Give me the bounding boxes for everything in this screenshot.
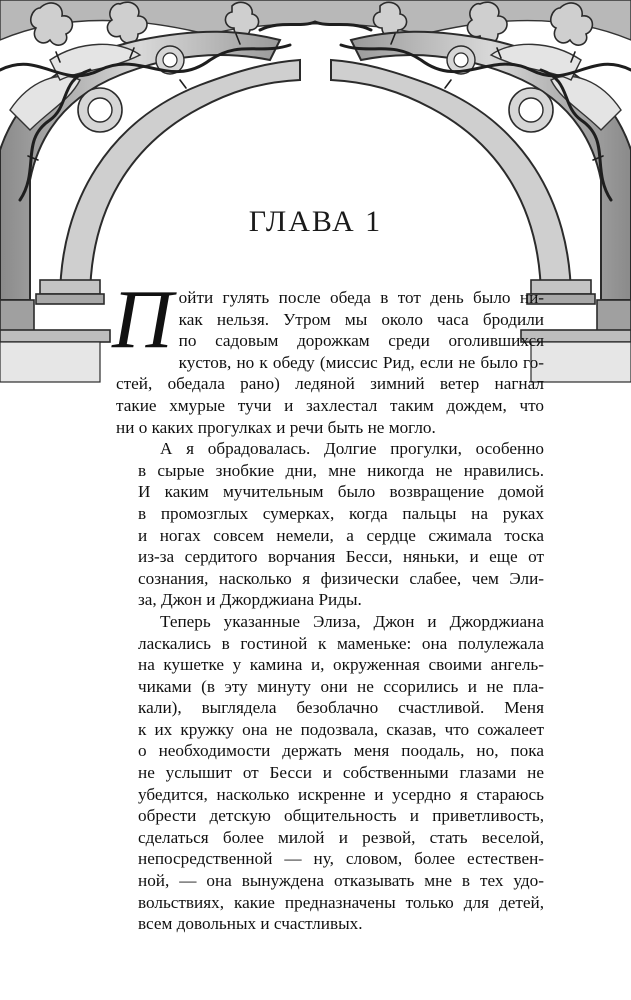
paragraph-1 bbox=[112, 273, 544, 438]
text-line: стей, обедала рано) ледяной зимний ветер нагнал bbox=[116, 374, 544, 394]
text-line: такие хмурые тучи и захлестал таким дождем, что bbox=[116, 395, 544, 415]
text-line: и ногах совсем немели, а сердце сжимала тоска bbox=[138, 525, 544, 545]
text-line: не услышит от Бесси и собственными глазами не bbox=[138, 763, 544, 783]
text-line: чиками (в эту минуту они не ссорились и не пла- bbox=[138, 676, 544, 696]
text-line: обрести детскую общительность и приветливость, bbox=[138, 806, 544, 826]
chapter-title: ГЛАВА 1 bbox=[248, 205, 383, 238]
text-line: за, Джон и Джорджиана Риды. bbox=[138, 590, 362, 610]
paragraph-3 bbox=[116, 611, 544, 935]
text-line: из-за сердитого ворчания Бесси, няньки, и еще от bbox=[138, 547, 544, 567]
text-line: о необходимости держать меня поодаль, но, пока bbox=[138, 741, 544, 761]
paragraph-2 bbox=[116, 438, 544, 611]
text-line: убедится, насколько искренне и усердно я стараюсь bbox=[138, 784, 544, 804]
text-line: сознания, насколько я физически слабее, чем Эли- bbox=[138, 568, 544, 588]
text-line: А я обрадовалась. Долгие прогулки, особенно bbox=[160, 439, 544, 459]
text-line: на кушетке у камина и, окруженная своими ангель- bbox=[138, 655, 544, 675]
text-line: ойти гулять после обеда в тот день было ни- bbox=[178, 288, 544, 307]
text-line: по садовым дорожкам среди оголившихся bbox=[178, 331, 544, 351]
drop-cap: П bbox=[112, 273, 173, 366]
text-line: вольствиях, какие предназначены только для детей, bbox=[138, 892, 544, 912]
text-line: как нельзя. Утром мы около часа бродили bbox=[178, 309, 544, 329]
text-line: ной, — она вынуждена отказывать мне в тех удо- bbox=[138, 871, 544, 891]
chapter-body bbox=[112, 273, 544, 935]
text-line: кустов, но к обеду (миссис Рид, если не было го- bbox=[178, 352, 544, 372]
text-line: ни о каких прогулках и речи быть не могло. bbox=[116, 417, 436, 437]
text-line: к их кружку она не подозвала, сказав, что сожалеет bbox=[138, 719, 544, 739]
text-line: ласкались в гостиной к маменьке: она полулежала bbox=[138, 633, 544, 653]
text-line: кали), выглядела безоблачно счастливой. Меня bbox=[138, 698, 544, 718]
text-line: в промозглых сумерках, когда пальцы на руках bbox=[138, 503, 544, 523]
text-line: сделаться более милой и резвой, стать веселой, bbox=[138, 827, 544, 847]
text-line: всем довольных и счастливых. bbox=[138, 914, 363, 934]
text-line: в сырые знобкие дни, мне никогда не нравились. bbox=[138, 460, 544, 480]
text-line: Теперь указанные Элиза, Джон и Джорджиана bbox=[160, 611, 544, 631]
text-line: непосредственной — ну, словом, более естествен- bbox=[138, 849, 544, 869]
text-line: И каким мучительным было возвращение домой bbox=[138, 482, 544, 502]
top-tracery bbox=[0, 0, 631, 40]
